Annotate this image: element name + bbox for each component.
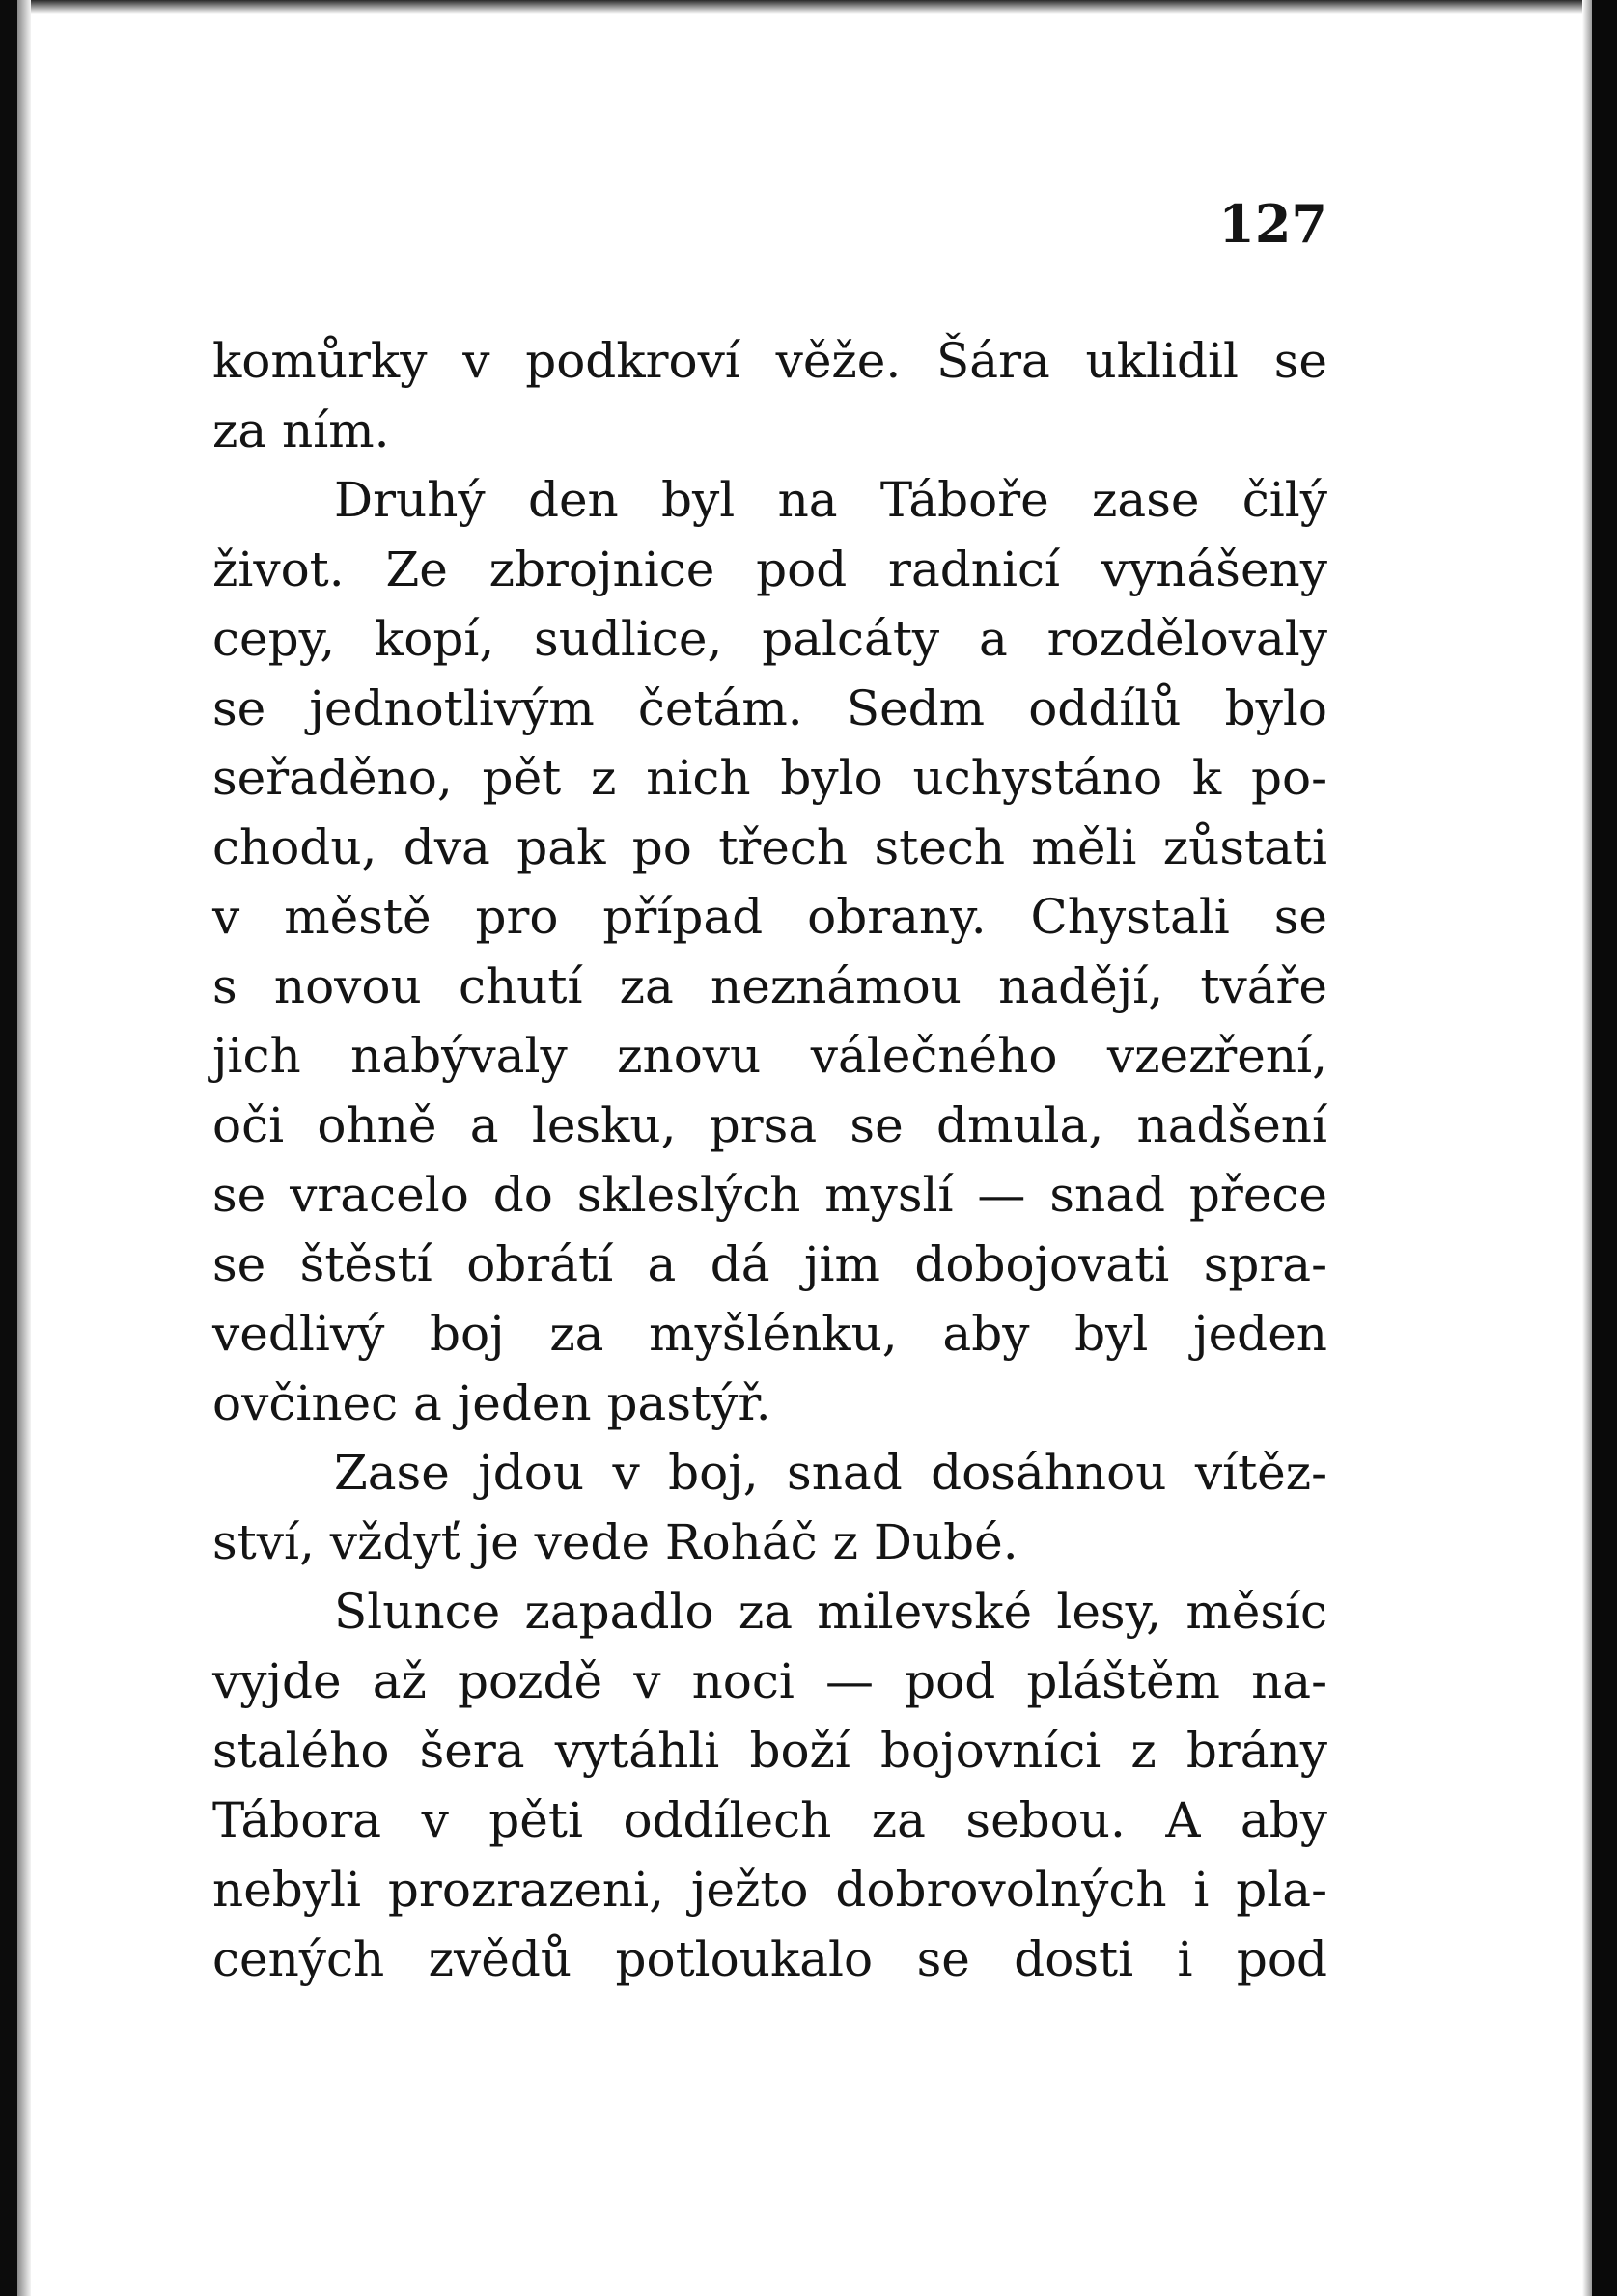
paragraph bbox=[212, 326, 1327, 465]
text-line: ství, vždyť je vede Roháč z Dubé. bbox=[212, 1514, 1018, 1570]
text-line: se štěstí obrátí a dá jim dobojovati spra- bbox=[212, 1236, 1327, 1292]
text-line: život. Ze zbrojnice pod radnicí vynášeny bbox=[212, 541, 1327, 597]
paragraph bbox=[212, 1577, 1327, 1994]
scan-right-shadow bbox=[1582, 0, 1592, 2296]
scan-top-edge bbox=[0, 0, 1617, 14]
text-line: jich nabývaly znovu válečného vzezření, bbox=[212, 1028, 1327, 1084]
text-line: s novou chutí za neznámou nadějí, tváře bbox=[212, 958, 1327, 1014]
text-line: cených zvědů potloukalo se dosti i pod bbox=[212, 1931, 1327, 1987]
text-line: cepy, kopí, sudlice, palcáty a rozdělovaly bbox=[212, 611, 1327, 667]
text-line: se vracelo do skleslých myslí — snad přece bbox=[212, 1167, 1327, 1223]
scan-right-edge bbox=[1592, 0, 1617, 2296]
text-line: stalého šera vytáhli boží bojovníci z brány bbox=[212, 1723, 1327, 1779]
paragraph bbox=[212, 465, 1327, 1438]
text-line: Tábora v pěti oddílech za sebou. A aby bbox=[212, 1792, 1327, 1848]
text-line: nebyli prozrazeni, ježto dobrovolných i pla- bbox=[212, 1862, 1327, 1918]
text-line: Slunce zapadlo za milevské lesy, měsíc bbox=[334, 1584, 1327, 1640]
text-line: Zase jdou v boj, snad dosáhnou vítěz- bbox=[334, 1445, 1327, 1501]
text-line: vedlivý boj za myšlénku, aby byl jeden bbox=[212, 1306, 1327, 1362]
text-line: seřaděno, pět z nich bylo uchystáno k po- bbox=[212, 750, 1327, 806]
text-line: oči ohně a lesku, prsa se dmula, nadšení bbox=[212, 1097, 1327, 1153]
paragraph bbox=[212, 1438, 1327, 1577]
page-number: 127 bbox=[1218, 193, 1327, 255]
text-line: vyjde až pozdě v noci — pod pláštěm na- bbox=[212, 1653, 1327, 1709]
text-line: za ním. bbox=[212, 402, 390, 458]
text-line: v městě pro případ obrany. Chystali se bbox=[212, 889, 1327, 945]
scan-left-shadow bbox=[17, 0, 31, 2296]
text-line: se jednotlivým četám. Sedm oddílů bylo bbox=[212, 680, 1327, 736]
text-line: ovčinec a jeden pastýř. bbox=[212, 1375, 771, 1431]
text-line: chodu, dva pak po třech stech měli zůstati bbox=[212, 819, 1327, 875]
scan-left-edge bbox=[0, 0, 17, 2296]
body-text bbox=[212, 326, 1327, 1994]
text-line: Druhý den byl na Táboře zase čilý bbox=[334, 472, 1327, 528]
text-line: komůrky v podkroví věže. Šára uklidil se bbox=[212, 333, 1327, 389]
